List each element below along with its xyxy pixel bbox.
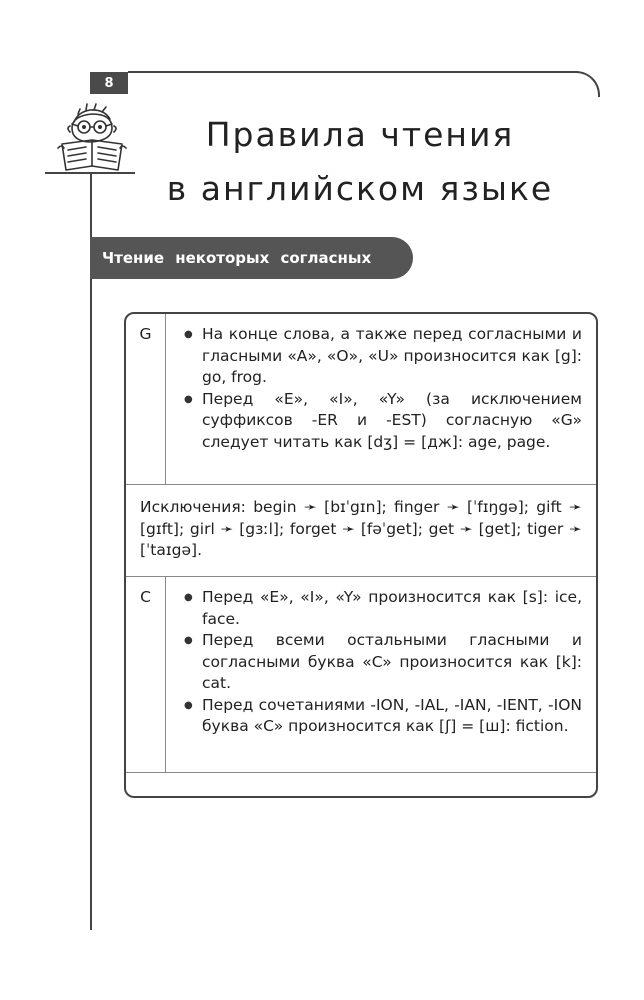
rules-cell bbox=[166, 577, 596, 772]
rules-list bbox=[180, 324, 582, 453]
rule-item: ● Перед сочетаниями -ION, -IAL, -IAN, -IENT, -ION буква «C» произносится как [ʃ] = [ш]: fiction. bbox=[180, 695, 582, 738]
rule-item: ● На конце слова, а также перед согласными и гласными «A», «O», «U» произносится как [g]: go, frog. bbox=[180, 324, 582, 389]
top-rule-corner bbox=[566, 71, 600, 97]
title-line-1: Правила чтения bbox=[205, 115, 515, 154]
section-heading-banner bbox=[90, 237, 413, 279]
table-row-g bbox=[126, 314, 596, 485]
section-heading: Чтение некоторых согласных bbox=[102, 249, 372, 267]
top-rule bbox=[128, 71, 578, 73]
table-row-exceptions bbox=[126, 485, 596, 577]
letter-cell: G bbox=[126, 314, 166, 484]
page-title bbox=[150, 108, 570, 216]
page-number: 8 bbox=[90, 72, 128, 94]
rules-cell bbox=[166, 314, 596, 484]
reading-child-icon bbox=[48, 100, 134, 174]
rules-table bbox=[124, 312, 598, 798]
left-rule bbox=[90, 172, 92, 930]
rule-item: ● Перед «E», «I», «Y» (за исключением суффиксов -ER и -EST) согласную «G» следует читать как [dʒ] = [дж]: age, page. bbox=[180, 389, 582, 454]
table-row-c bbox=[126, 577, 596, 773]
rule-item: ● Перед «E», «I», «Y» произносится как [s]: ice, face. bbox=[180, 587, 582, 630]
title-line-2: в английском языке bbox=[166, 169, 554, 208]
rule-item: ● Перед всеми остальными гласными и согласными буква «C» произносится как [k]: cat. bbox=[180, 630, 582, 695]
table-row-empty bbox=[126, 773, 596, 798]
exceptions-text: Исключения: begin ➛ [bɪˈgɪn]; finger ➛ [ˈfɪŋgə]; gift ➛ [gɪft]; girl ➛ [gɜːl]; forget ➛ [fəˈget]; get ➛ [get]; tiger ➛ [ˈtaɪgə]. bbox=[140, 498, 582, 559]
rules-list bbox=[180, 587, 582, 738]
letter-cell: C bbox=[126, 577, 166, 772]
